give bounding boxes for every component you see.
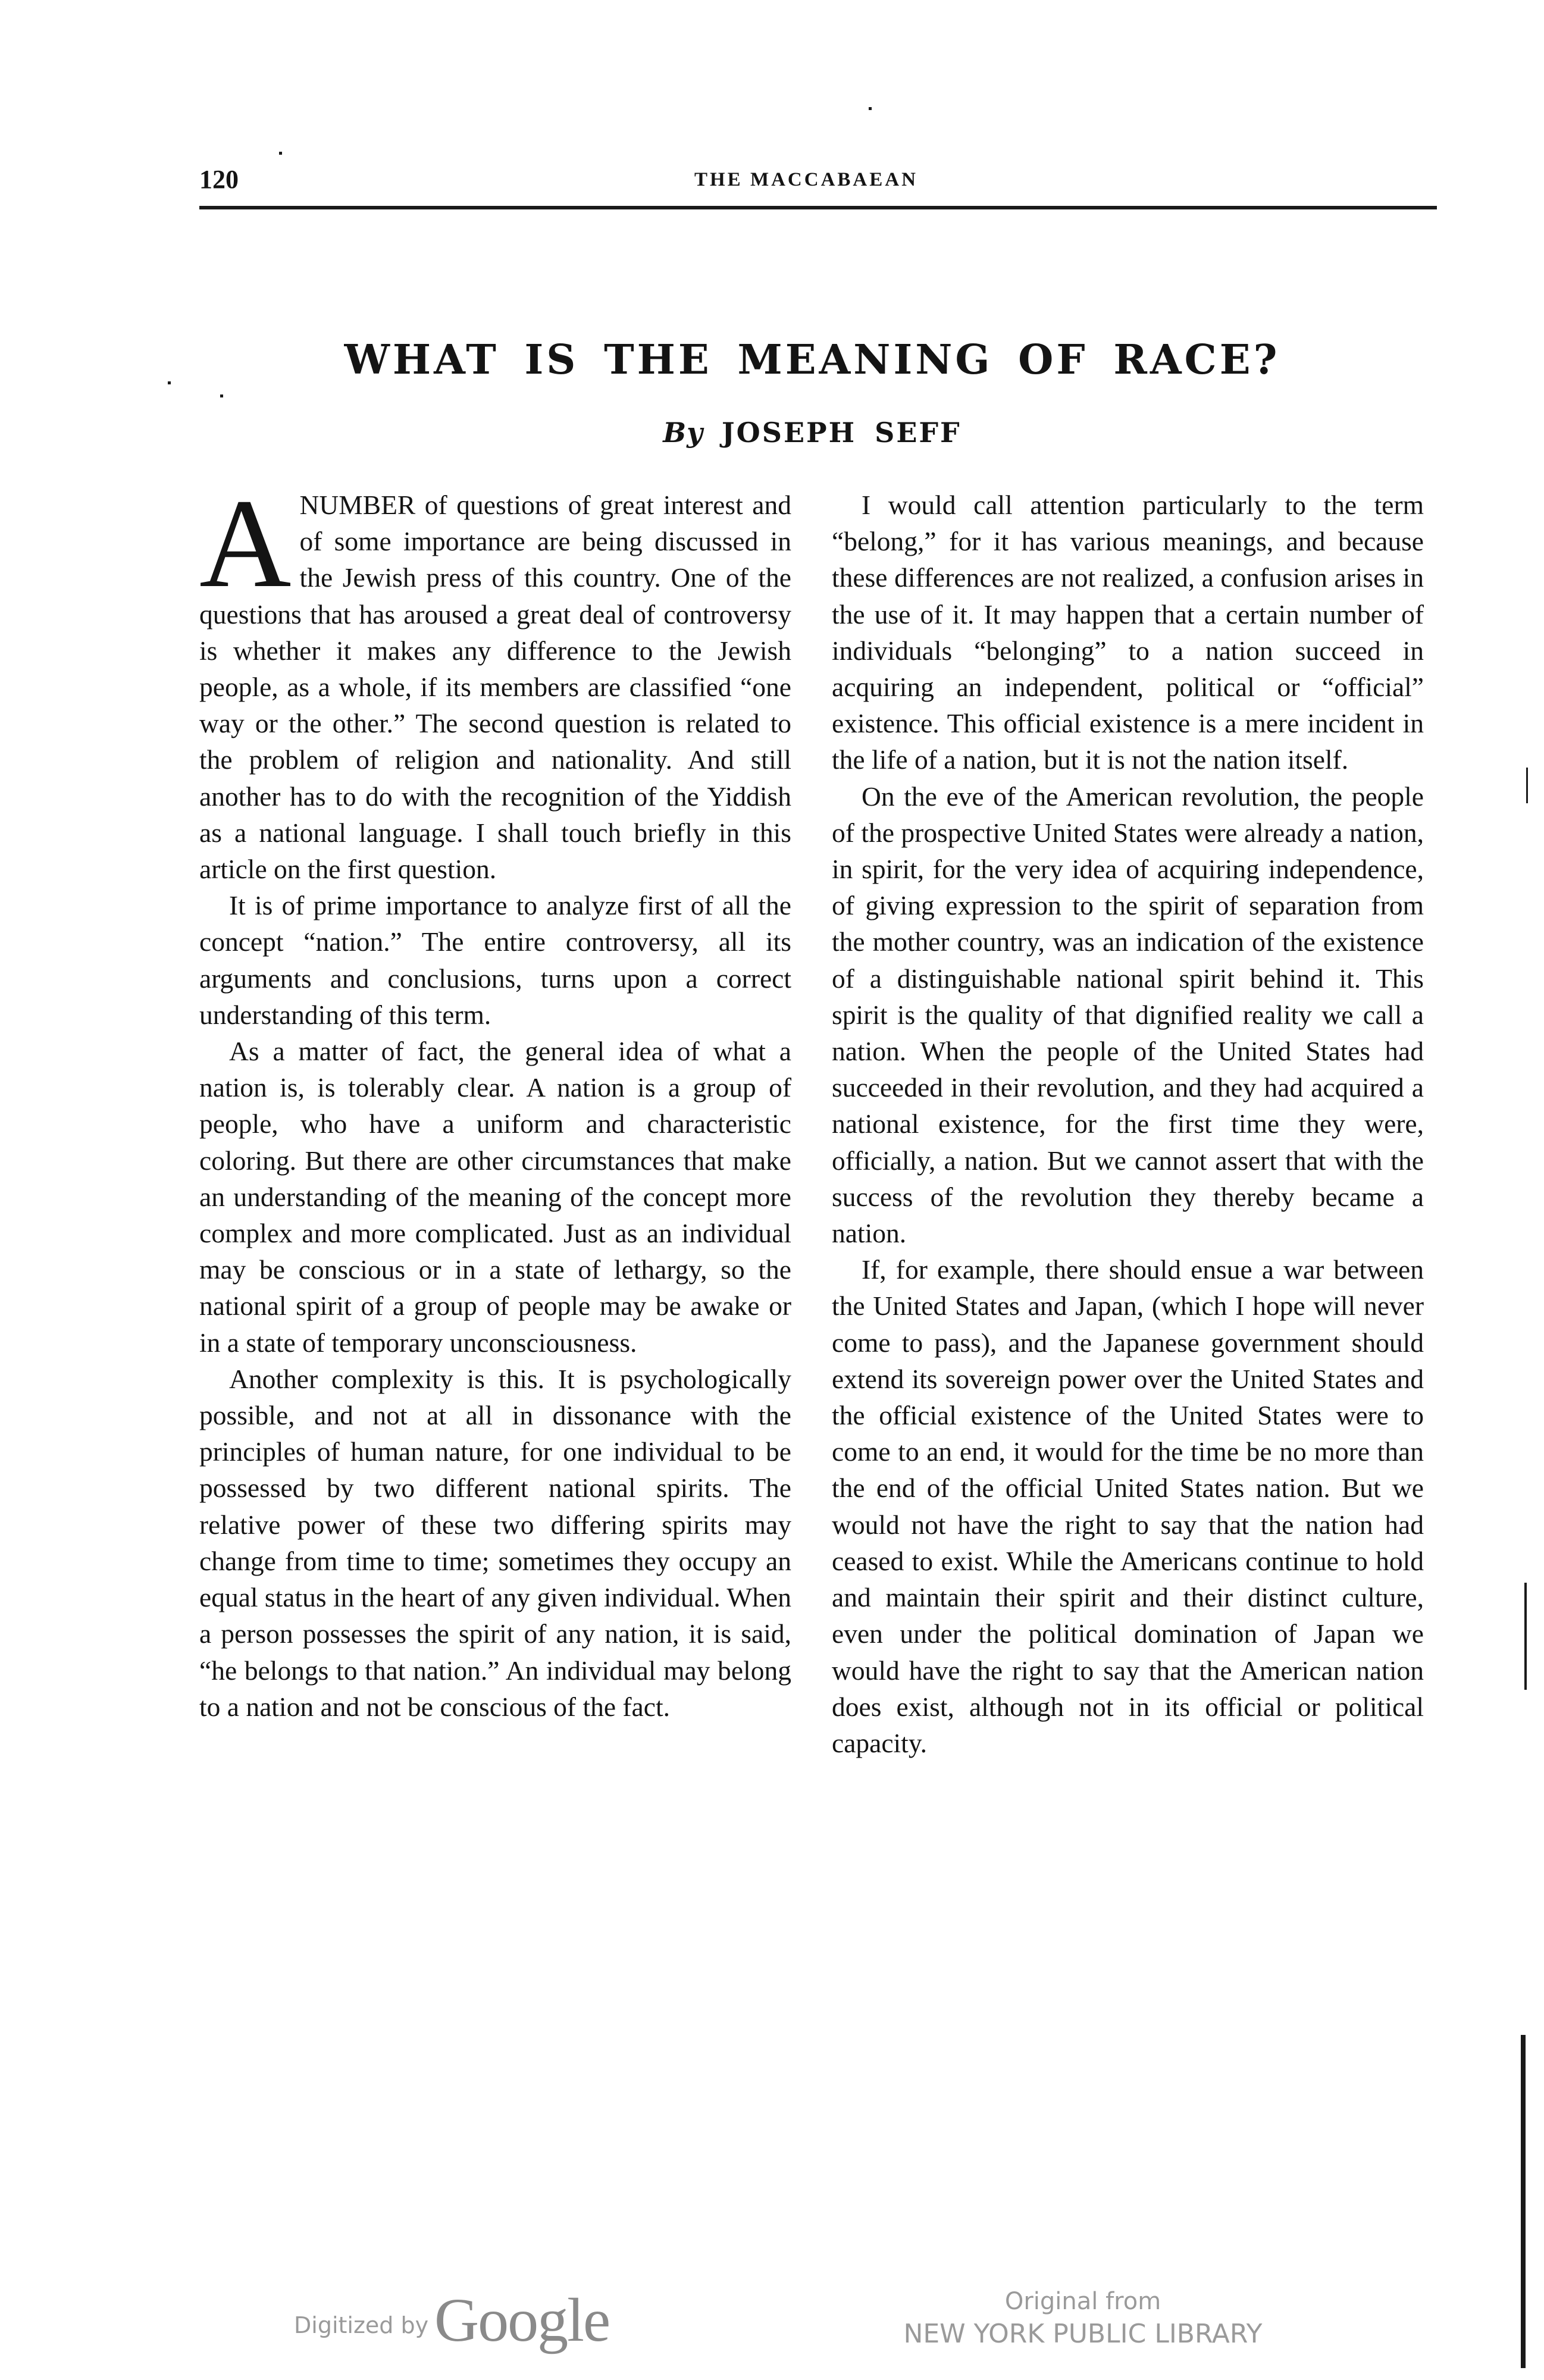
paragraph: If, for example, there should ensue a war between the United States and Japan, (which I hope will never come to pass), and the Japanese government should extend its sovereign power over the United States and the official existence of the United States were to come to an end, it would for the time be no more than the end of the official United States nation. But we would not have the right to say that the nation had ceased to exist. While the Americans continue to hold and maintain their spirit and their distinct culture, even under the political domination of Japan we would have the right to say that the American nation does exist, although not in its official or political capacity. bbox=[832, 1254, 1424, 1758]
original-from-text: Original from bbox=[1004, 2288, 1161, 2315]
scan-edge-mark bbox=[869, 107, 872, 110]
paragraph: Another complexity is this. It is psychologically possible, and not at all in dissonance with the principles of human nature, for one individual to be possessed by two different national spirits. The relative power of these two differing spirits may change from time to time; sometimes they occupy an equal status in the heart of any given individual. When a person possesses the spirit of any nation, it is said, “he belongs to that nation.” An individual may belong to a nation and not be conscious of the fact. bbox=[199, 1363, 791, 1722]
page-number: 120 bbox=[199, 165, 239, 194]
header-rule bbox=[199, 206, 1437, 209]
scan-edge-mark bbox=[1521, 2035, 1526, 2368]
drop-cap: A bbox=[199, 473, 292, 614]
running-head bbox=[199, 159, 1437, 201]
scan-edge-mark bbox=[1526, 768, 1528, 803]
paragraph: I would call attention particularly to the term “belong,” for it has various meanings, and because these differences are not realized, a confusion arises in the use of it. It may happen that a certain number of individuals “belonging” to a nation succeed in acquiring an independent, political or “official” existence. This official existence is a mere incident in the life of a nation, but it is not the nation itself. bbox=[832, 490, 1424, 775]
digitized-by-text: Digitized by bbox=[294, 2312, 429, 2338]
paragraph: On the eve of the American revolution, the people of the prospective United States were already a nation, in spirit, for the very idea of acquiring independence, of giving expression to the spirit of separation from the mother country, was an indication of the existence of a distinguishable national spirit behind it. This spirit is the quality of that dignified reality we call a nation. When the people of the United States had succeeded in their revolution, and they had acquired a national existence, for the first time they were, officially, a nation. But we cannot assert that with the success of the revolution they thereby became a nation. bbox=[832, 781, 1424, 1249]
right-column bbox=[832, 487, 1424, 1761]
scan-edge-mark bbox=[168, 381, 171, 384]
paragraph bbox=[199, 473, 791, 887]
source-watermark bbox=[898, 2286, 1267, 2351]
byline-prefix: By bbox=[663, 416, 703, 449]
author-name: JOSEPH SEFF bbox=[721, 416, 962, 449]
article-title: WHAT IS THE MEANING OF RACE? bbox=[344, 336, 1280, 384]
scan-edge-mark bbox=[279, 152, 282, 155]
paragraph: It is of prime importance to analyze first of all the concept “nation.” The entire controversy, all its arguments and conclusions, turns upon a correct understanding of this term. bbox=[199, 890, 791, 1030]
scan-edge-mark bbox=[220, 394, 223, 397]
journal-name: THE MACCABAEAN bbox=[694, 169, 918, 190]
google-logo: Google bbox=[434, 2286, 610, 2354]
library-name: NEW YORK PUBLIC LIBRARY bbox=[903, 2319, 1263, 2349]
paragraph: As a matter of fact, the general idea of what a nation is, is tolerably clear. A nation is a group of people, who have a uniform and characteristic coloring. But there are other circumstances that make an understanding of the meaning of the concept more complex and more complicated. Just as an individual may be conscious or in a state of lethargy, so the national spirit of a group of people may be awake or in a state of temporary unconsciousness. bbox=[199, 1036, 791, 1358]
scan-edge-mark bbox=[1524, 1583, 1527, 1690]
left-column bbox=[199, 473, 791, 1725]
byline bbox=[199, 416, 1425, 449]
paragraph-text: NUMBER of questions of great interest and of some importance are being discussed in the Jewish press of this country. One of the questions that has aroused a great deal of controversy is whether it makes any difference to the Jewish people, as a whole, if its members are classified “one way or the other.” The second question is related to the problem of religion and nationality. And still another has to do with the recognition of the Yiddish as a national language. I shall touch briefly in this article on the first question. bbox=[199, 490, 791, 885]
